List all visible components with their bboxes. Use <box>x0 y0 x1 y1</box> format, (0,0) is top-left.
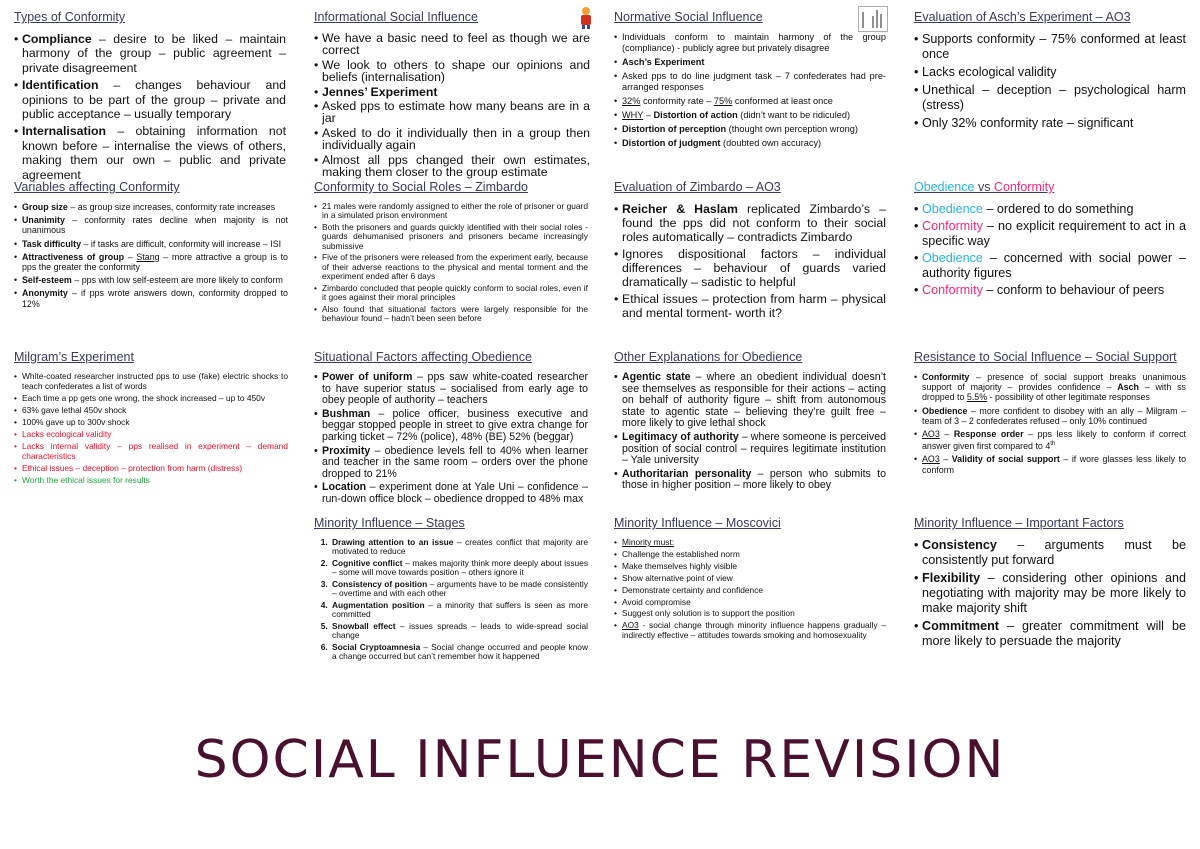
list-item: • Commitment – greater commitment will be more likely to persuade the majority <box>914 619 1186 649</box>
list-item: • Proximity – obedience levels fell to 40% when learner and teacher in the same room – orders over the phone dropped to 21% <box>314 446 588 481</box>
page-title: SOCIAL INFLUENCE REVISION <box>194 730 1006 790</box>
list-item: • WHY – Distortion of action (didn’t want to be ridiculed) <box>614 110 886 121</box>
list-item: • White-coated researcher instructed pps to use (fake) electric shocks to teach confederates a list of words <box>14 372 288 391</box>
list-item: • Both the prisoners and guards quickly identified with their social roles - guards dehumanised prisoners and prisoners became increasingly submissive <box>314 223 588 251</box>
list-item: • Asked to do it individually then in a group then individually again <box>314 127 590 152</box>
section-title: Variables affecting Conformity <box>14 180 180 194</box>
section-title: Evaluation of Asch’s Experiment – AO3 <box>914 10 1131 24</box>
list-item: • Jennes’ Experiment <box>314 86 590 98</box>
section-other-explanations <box>614 350 886 494</box>
list-item: • Conformity – no explicit requirement to act in a specific way <box>914 219 1186 249</box>
section-minority-important-factors <box>914 516 1186 652</box>
section-variables-affecting-conformity <box>14 180 288 312</box>
section-title: Situational Factors affecting Obedience <box>314 350 532 364</box>
list-item: • Reicher & Haslam replicated Zimbardo’s – found the pps did not conform to their social roles automatically – contradicts Zimbardo <box>614 202 886 244</box>
list-item: • Individuals conform to maintain harmony of the group (compliance) - publicly agree but privately disagree <box>614 32 886 54</box>
list-item: • Only 32% conformity rate – significant <box>914 116 1186 131</box>
list-item: • Show alternative point of view <box>614 574 886 583</box>
list-item: • Demonstrate certainty and confidence <box>614 586 886 595</box>
list-item: 4. Augmentation position – a minority that suffers is seen as more committed <box>330 601 588 619</box>
section-title: Normative Social Influence <box>614 10 763 24</box>
list-item: • Internalisation – obtaining information not known before – internalise the views of others, making them our own – public and private agreement <box>14 124 286 182</box>
list-item: • Asked pps to do line judgment task – 7 confederates had pre-arranged responses <box>614 71 886 93</box>
section-title: Informational Social Influence <box>314 10 478 24</box>
list-item: • 32% conformity rate – 75% conformed at least once <box>614 96 886 107</box>
list-item: • Supports conformity – 75% conformed at least once <box>914 32 1186 62</box>
list-item: • Minority must: <box>614 538 886 547</box>
list-item: • Challenge the established norm <box>614 550 886 559</box>
list-item: • Obedience – ordered to do something <box>914 202 1186 217</box>
list-item: • Almost all pps changed their own estimates, making them closer to the group estimate <box>314 154 590 179</box>
list-item: 1. Drawing attention to an issue – creates conflict that majority are motivated to reduce <box>330 538 588 556</box>
list-item: • Task difficulty – if tasks are difficult, conformity will increase – ISI <box>14 239 288 249</box>
list-item: 5. Snowball effect – issues spreads – leads to wide-spread social change <box>330 622 588 640</box>
list-item: • Compliance – desire to be liked – maintain harmony of the group – public agreement – private disagreement <box>14 32 286 75</box>
list-item: • Lacks ecological validity <box>914 65 1186 80</box>
list-item: • Anonymity – if pps wrote answers down, conformity dropped to 12% <box>14 288 288 308</box>
section-title: Minority Influence – Moscovici <box>614 516 781 530</box>
list-item: 6. Social Cryptoamnesia – Social change occurred and people know a change occurred but can’t remember how it happened <box>330 643 588 661</box>
list-item: • 21 males were randomly assigned to either the role of prisoner or guard in a simulated prison environment <box>314 202 588 221</box>
list-item: • Consistency – arguments must be consistently put forward <box>914 538 1186 568</box>
list-item: 2. Cognitive conflict – makes majority think more deeply about issues – some will move towards position – others ignore it <box>330 559 588 577</box>
list-item: • Ethical issues – deception – protection from harm (distress) <box>14 464 288 474</box>
list-item: • Location – experiment done at Yale Uni – confidence – run-down office block – obedience dropped to 48% max <box>314 482 588 505</box>
list-item: • Five of the prisoners were released from the experiment early, because of their adverse reactions to the physical and mental torment and the experiment ended after 6 days <box>314 253 588 281</box>
section-title: Minority Influence – Important Factors <box>914 516 1124 530</box>
list-item: • 100% gave up to 300v shock <box>14 418 288 428</box>
list-item: • Unanimity – conformity rates decline when majority is not unanimous <box>14 215 288 235</box>
section-resistance-social-support <box>914 350 1186 478</box>
list-item: • Asked pps to estimate how many beans are in a jar <box>314 100 590 125</box>
section-title: Types of Conformity <box>14 10 126 24</box>
section-title: Other Explanations for Obedience <box>614 350 803 364</box>
list-item: • Lacks ecological validity <box>14 430 288 440</box>
section-situational-factors <box>314 350 588 508</box>
list-item: • Zimbardo concluded that people quickly conform to social roles, even if it goes against their moral principles <box>314 284 588 303</box>
list-item: • Flexibility – considering other opinions and negotiating with majority may be more likely to make majority shift <box>914 571 1186 616</box>
list-item: • We have a basic need to feel as though we are correct <box>314 32 590 57</box>
list-item: • Group size – as group size increases, conformity rate increases <box>14 202 288 212</box>
list-item: • Lacks internal validity – pps realised in experiment – demand characteristics <box>14 442 288 461</box>
list-item: • Obedience – more confident to disobey with an ally – Milgram – team of 3 – 2 confederates refused – only 10% continued <box>914 406 1186 426</box>
section-normative-social-influence <box>614 10 886 152</box>
list-item: • Legitimacy of authority – where someone is perceived position of social control – requires legitimate institution – Yale university <box>614 432 886 467</box>
list-item: • Suggest only solution is to support the position <box>614 609 886 618</box>
list-item: • Agentic state – where an obedient individual doesn’t see themselves as responsible for their actions – acting on behalf of authority figure – shift from autonomous state to agentic state – believing they’re guilt free – more likely to give lethal shock <box>614 372 886 430</box>
list-item: • Bushman – police officer, business executive and beggar stopped people in street to give extra change for parking ticket – 72% (police), 48% (BE) 52% (beggar) <box>314 409 588 444</box>
section-minority-stages <box>314 516 588 663</box>
section-title: Evaluation of Zimbardo – AO3 <box>614 180 781 194</box>
list-item: • Asch’s Experiment <box>614 57 886 68</box>
cartoon-figure-icon <box>578 6 594 30</box>
list-item: • Distortion of perception (thought own perception wrong) <box>614 124 886 135</box>
list-item: • AO3 - social change through minority influence happens gradually – indirectly effective – attitudes towards smoking and homosexuality <box>614 621 886 640</box>
list-item: • Self-esteem – pps with low self-esteem are more likely to conform <box>14 275 288 285</box>
list-item: • Worth the ethical issues for results <box>14 476 288 486</box>
list-item: • Also found that situational factors were largely responsible for the behaviour found – hadn’t been seen before <box>314 305 588 324</box>
list-item: • Each time a pp gets one wrong, the shock increased – up to 450v <box>14 394 288 404</box>
section-evaluation-asch <box>914 10 1186 134</box>
section-title: Obedience vs Conformity <box>914 180 1055 194</box>
list-item: • 63% gave lethal 450v shock <box>14 406 288 416</box>
list-item: • Conformity – presence of social support breaks unanimous support of majority – provides confidence – Asch – with ss dropped to 5.5% - possibility of other legitimate responses <box>914 372 1186 403</box>
section-evaluation-zimbardo <box>614 180 886 323</box>
line-judgment-icon <box>858 6 888 32</box>
section-title: Milgram’s Experiment <box>14 350 134 364</box>
section-title: Resistance to Social Influence – Social Support <box>914 350 1177 364</box>
section-title: Minority Influence – Stages <box>314 516 465 530</box>
list-item: • AO3 – Validity of social support – if wore glasses less likely to conform <box>914 454 1186 474</box>
list-item: • Avoid compromise <box>614 598 886 607</box>
list-item: • Power of uniform – pps saw white-coated researcher to have superior status – socialised from early age to obey people of authority – teachers <box>314 372 588 407</box>
section-obedience-vs-conformity <box>914 180 1186 300</box>
list-item: • Ignores dispositional factors – individual differences – behaviour of guards varied dramatically – sadistic to helpful <box>614 247 886 289</box>
section-title: Conformity to Social Roles – Zimbardo <box>314 180 528 194</box>
section-zimbardo <box>314 180 588 326</box>
list-item: • Ethical issues – protection from harm – physical and mental torment- worth it? <box>614 292 886 320</box>
section-milgram <box>14 350 288 488</box>
section-informational-social-influence <box>314 10 590 180</box>
section-moscovici <box>614 516 886 643</box>
list-item: • Make themselves highly visible <box>614 562 886 571</box>
section-types-of-conformity <box>14 10 286 185</box>
list-item: • We look to others to shape our opinions and beliefs (internalisation) <box>314 59 590 84</box>
list-item: • Attractiveness of group – Stang – more attractive a group is to pps the greater the conformity <box>14 252 288 272</box>
list-item: 3. Consistency of position – arguments have to be made consistently – overtime and with each other <box>330 580 588 598</box>
list-item: • Unethical – deception – psychological harm (stress) <box>914 83 1186 113</box>
list-item: • Authoritarian personality – person who submits to those in higher position – more likely to obey <box>614 469 886 492</box>
list-item: • Distortion of judgment (doubted own accuracy) <box>614 138 886 149</box>
list-item: • Identification – changes behaviour and opinions to be part of the group – private and public acceptance – usually temporary <box>14 78 286 121</box>
list-item: • Obedience – concerned with social power – authority figures <box>914 251 1186 281</box>
list-item: • AO3 – Response order – pps less likely to conform if correct answer given first compared to 4th <box>914 429 1186 451</box>
list-item: • Conformity – conform to behaviour of peers <box>914 283 1186 298</box>
